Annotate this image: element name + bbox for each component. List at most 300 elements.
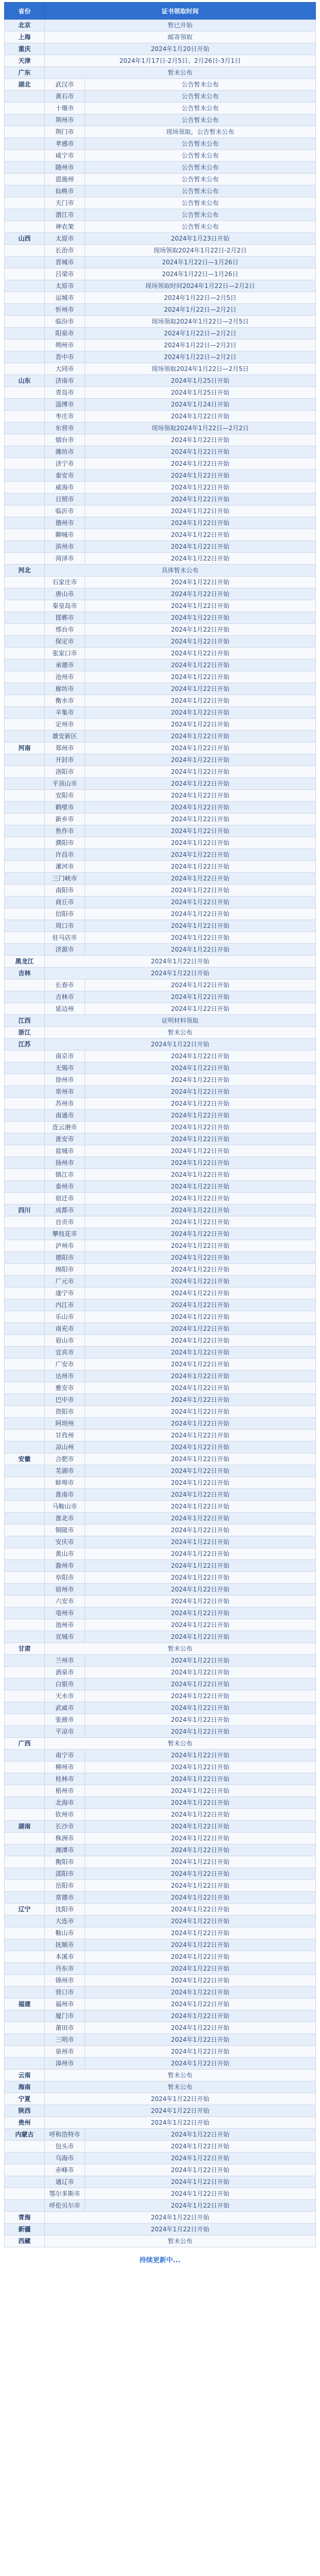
notice-cell: 2024年1月22日开始 bbox=[85, 1418, 316, 1430]
city-cell: 濮阳市 bbox=[45, 837, 85, 849]
city-cell: 长治市 bbox=[45, 245, 85, 257]
table-row bbox=[5, 1939, 316, 1951]
table-row bbox=[5, 790, 316, 802]
province-cell bbox=[5, 197, 45, 209]
province-cell bbox=[5, 363, 45, 375]
notice-cell: 2024年1月22日开始 bbox=[85, 1785, 316, 1797]
notice-cell: 2024年1月22日开始 bbox=[85, 1062, 316, 1074]
city-cell: 烟台市 bbox=[45, 434, 85, 446]
table-row bbox=[5, 565, 316, 577]
province-cell bbox=[5, 351, 45, 363]
city-cell: 六安市 bbox=[45, 1596, 85, 1607]
city-cell: 唐山市 bbox=[45, 588, 85, 600]
table-row bbox=[5, 1133, 316, 1145]
province-cell bbox=[5, 1916, 45, 1927]
notice-cell: 2024年1月22日开始 bbox=[85, 719, 316, 731]
province-cell bbox=[5, 719, 45, 731]
notice-cell: 2024年1月22日开始 bbox=[85, 612, 316, 624]
city-cell: 宿迁市 bbox=[45, 1193, 85, 1205]
city-cell: 济南市 bbox=[45, 375, 85, 387]
notice-cell: 2024年1月22日开始 bbox=[85, 1442, 316, 1453]
table-row bbox=[5, 1892, 316, 1904]
province-cell bbox=[5, 1133, 45, 1145]
province-cell bbox=[5, 174, 45, 185]
table-row bbox=[5, 411, 316, 422]
notice-cell: 2024年1月22日开始 bbox=[85, 624, 316, 636]
province-cell bbox=[5, 849, 45, 861]
city-cell: 黄石市 bbox=[45, 91, 85, 103]
table-row bbox=[5, 363, 316, 375]
province-cell: 江苏 bbox=[5, 1039, 45, 1050]
notice-cell: 2024年1月22日开始 bbox=[85, 1205, 316, 1216]
table-row bbox=[5, 659, 316, 671]
province-cell bbox=[5, 1050, 45, 1062]
province-cell bbox=[5, 1856, 45, 1868]
province-cell bbox=[5, 1418, 45, 1430]
table-row bbox=[5, 55, 316, 67]
city-cell: 荆门市 bbox=[45, 126, 85, 138]
province-cell bbox=[5, 1098, 45, 1110]
province-cell bbox=[5, 1951, 45, 1963]
city-cell: 雄安新区 bbox=[45, 731, 85, 742]
notice-cell: 公告暂未公布 bbox=[85, 174, 316, 185]
notice-cell: 2024年1月22日开始 bbox=[85, 873, 316, 885]
table-row bbox=[5, 529, 316, 541]
province-cell: 河北 bbox=[5, 565, 45, 577]
city-cell: 仙桃市 bbox=[45, 185, 85, 197]
province-cell bbox=[5, 1655, 45, 1667]
notice-cell: 2024年1月22日开始 bbox=[85, 1655, 316, 1667]
notice-cell: 2024年1月22日开始 bbox=[85, 1264, 316, 1276]
province-cell bbox=[5, 2046, 45, 2058]
province-cell bbox=[5, 2200, 45, 2212]
province-cell bbox=[5, 1844, 45, 1856]
province-cell bbox=[5, 1335, 45, 1347]
table-row bbox=[5, 968, 316, 979]
province-cell bbox=[5, 553, 45, 565]
notice-cell: 2024年1月22日开始 bbox=[85, 707, 316, 719]
notice-cell: 2024年1月22日开始 bbox=[85, 1193, 316, 1205]
province-cell bbox=[5, 908, 45, 920]
notice-cell: 公告暂未公布 bbox=[85, 114, 316, 126]
city-cell: 天门市 bbox=[45, 197, 85, 209]
table-row bbox=[5, 2176, 316, 2188]
table-row bbox=[5, 1951, 316, 1963]
city-cell: 徐州市 bbox=[45, 1074, 85, 1086]
province-cell bbox=[5, 1406, 45, 1418]
province-cell bbox=[5, 1726, 45, 1738]
province-cell bbox=[5, 1679, 45, 1690]
notice-header: 证书领取时间 bbox=[45, 3, 316, 20]
table-row bbox=[5, 1880, 316, 1892]
notice-cell: 2024年1月22日开始 bbox=[85, 1572, 316, 1584]
table-row bbox=[5, 2093, 316, 2105]
footer-text: 持续更新中... bbox=[139, 2257, 181, 2264]
city-cell: 滨州市 bbox=[45, 541, 85, 553]
table-row bbox=[5, 1027, 316, 1039]
notice-cell: 2024年1月22日开始 bbox=[85, 1157, 316, 1169]
city-cell: 潍坊市 bbox=[45, 446, 85, 458]
notice-cell: 2024年1月22日开始 bbox=[85, 1690, 316, 1702]
table-row bbox=[5, 731, 316, 742]
city-cell: 晋城市 bbox=[45, 257, 85, 268]
notice-cell: 证明材料领取 bbox=[45, 1015, 316, 1027]
notice-cell: 2024年1月22日开始 bbox=[45, 968, 316, 979]
notice-cell: 2024年1月22日开始 bbox=[85, 1335, 316, 1347]
province-cell bbox=[5, 600, 45, 612]
city-cell: 漯河市 bbox=[45, 861, 85, 873]
notice-cell: 2024年1月22日开始 bbox=[85, 470, 316, 482]
city-cell: 池州市 bbox=[45, 1619, 85, 1631]
notice-cell: 2024年1月22日开始 bbox=[85, 1998, 316, 2010]
city-cell: 临汾市 bbox=[45, 316, 85, 328]
table-row bbox=[5, 1216, 316, 1228]
province-cell bbox=[5, 991, 45, 1003]
notice-cell: 2024年1月22日开始 bbox=[85, 1133, 316, 1145]
city-cell: 苏州市 bbox=[45, 1098, 85, 1110]
table-row bbox=[5, 351, 316, 363]
province-cell: 黑龙江 bbox=[5, 956, 45, 968]
province-cell bbox=[5, 659, 45, 671]
notice-cell: 2024年1月22日开始 bbox=[85, 1596, 316, 1607]
notice-cell: 2024年1月20日开始 bbox=[45, 43, 316, 55]
notice-cell: 2024年1月22日开始 bbox=[45, 2105, 316, 2117]
notice-cell: 2024年1月22日开始 bbox=[85, 802, 316, 814]
province-cell bbox=[5, 1465, 45, 1477]
notice-cell: 暂已开始 bbox=[45, 20, 316, 31]
province-cell bbox=[5, 482, 45, 494]
table-row bbox=[5, 1785, 316, 1797]
table-row bbox=[5, 162, 316, 174]
city-cell: 许昌市 bbox=[45, 849, 85, 861]
province-cell bbox=[5, 304, 45, 316]
city-cell: 安庆市 bbox=[45, 1536, 85, 1548]
city-cell: 随州市 bbox=[45, 162, 85, 174]
table-row bbox=[5, 43, 316, 55]
province-cell bbox=[5, 1074, 45, 1086]
city-cell: 兰州市 bbox=[45, 1655, 85, 1667]
table-row bbox=[5, 1264, 316, 1276]
table-row bbox=[5, 103, 316, 114]
city-cell: 邢台市 bbox=[45, 624, 85, 636]
notice-cell: 2024年1月22日—2月2日 bbox=[85, 340, 316, 351]
city-cell: 沧州市 bbox=[45, 671, 85, 683]
table-row bbox=[5, 920, 316, 932]
city-cell: 凉山州 bbox=[45, 1442, 85, 1453]
notice-cell: 2024年1月22日开始 bbox=[85, 659, 316, 671]
notice-cell: 暂未公布 bbox=[45, 2235, 316, 2247]
table-row bbox=[5, 1773, 316, 1785]
notice-cell: 2024年1月22日—2月5日 bbox=[85, 292, 316, 304]
table-row bbox=[5, 1015, 316, 1027]
table-row bbox=[5, 885, 316, 896]
table-row bbox=[5, 2117, 316, 2129]
table-row bbox=[5, 1560, 316, 1572]
notice-cell: 2024年1月22日开始 bbox=[85, 2010, 316, 2022]
city-cell: 内江市 bbox=[45, 1299, 85, 1311]
notice-cell: 2024年1月22日开始 bbox=[45, 2093, 316, 2105]
table-row bbox=[5, 1418, 316, 1430]
notice-cell: 2024年1月22日开始 bbox=[85, 1098, 316, 1110]
table-row bbox=[5, 695, 316, 707]
table-row bbox=[5, 2235, 316, 2247]
province-cell bbox=[5, 1287, 45, 1299]
table-row bbox=[5, 2141, 316, 2153]
table-row bbox=[5, 268, 316, 280]
city-cell: 成都市 bbox=[45, 1205, 85, 1216]
city-cell: 承德市 bbox=[45, 659, 85, 671]
province-cell bbox=[5, 636, 45, 648]
table-row bbox=[5, 114, 316, 126]
province-cell bbox=[5, 2164, 45, 2176]
notice-cell: 2024年1月22日开始 bbox=[85, 1607, 316, 1619]
table-row bbox=[5, 1370, 316, 1382]
province-cell: 四川 bbox=[5, 1205, 45, 1216]
province-cell bbox=[5, 387, 45, 399]
province-cell bbox=[5, 1761, 45, 1773]
province-cell bbox=[5, 1430, 45, 1442]
city-cell: 鄂尔多斯市 bbox=[45, 2188, 85, 2200]
province-cell bbox=[5, 126, 45, 138]
table-row bbox=[5, 138, 316, 150]
notice-cell: 公告暂未公布 bbox=[85, 185, 316, 197]
notice-cell: 2024年1月22日开始 bbox=[85, 1430, 316, 1442]
city-cell: 吉林市 bbox=[45, 991, 85, 1003]
table-row bbox=[5, 31, 316, 43]
table-row bbox=[5, 1844, 316, 1856]
city-cell: 眉山市 bbox=[45, 1335, 85, 1347]
province-cell: 青海 bbox=[5, 2212, 45, 2224]
notice-cell: 公告暂未公布 bbox=[85, 79, 316, 91]
province-cell bbox=[5, 766, 45, 778]
city-cell: 晋中市 bbox=[45, 351, 85, 363]
city-cell: 桂林市 bbox=[45, 1773, 85, 1785]
notice-cell: 2024年1月22日开始 bbox=[85, 742, 316, 754]
notice-cell: 2024年1月25日开始 bbox=[85, 387, 316, 399]
province-cell: 浙江 bbox=[5, 1027, 45, 1039]
notice-cell: 2024年1月22日开始 bbox=[85, 1252, 316, 1264]
notice-cell: 2024年1月22日开始 bbox=[85, 1074, 316, 1086]
table-row bbox=[5, 2081, 316, 2093]
city-cell: 阿坝州 bbox=[45, 1418, 85, 1430]
province-cell bbox=[5, 873, 45, 885]
table-row bbox=[5, 1987, 316, 1998]
notice-cell: 2024年1月22日开始 bbox=[85, 1714, 316, 1726]
table-row bbox=[5, 1513, 316, 1524]
province-cell bbox=[5, 2058, 45, 2070]
table-row bbox=[5, 1702, 316, 1714]
notice-cell: 2024年1月22日开始 bbox=[85, 1299, 316, 1311]
city-cell: 大连市 bbox=[45, 1916, 85, 1927]
table-row bbox=[5, 825, 316, 837]
table-row bbox=[5, 126, 316, 138]
table-row bbox=[5, 1927, 316, 1939]
table-row bbox=[5, 612, 316, 624]
table-row bbox=[5, 1963, 316, 1975]
table-row bbox=[5, 1714, 316, 1726]
province-cell bbox=[5, 340, 45, 351]
province-cell bbox=[5, 1086, 45, 1098]
province-cell bbox=[5, 280, 45, 292]
province-cell bbox=[5, 221, 45, 233]
table-row bbox=[5, 482, 316, 494]
notice-cell: 2024年1月22日开始 bbox=[85, 1465, 316, 1477]
notice-cell: 2024年1月22日开始 bbox=[85, 1809, 316, 1821]
notice-cell: 现场领取时间2024年1月22日—2月2日 bbox=[85, 280, 316, 292]
table-header-row bbox=[5, 3, 316, 20]
province-cell: 山西 bbox=[5, 233, 45, 245]
table-row bbox=[5, 1809, 316, 1821]
province-cell bbox=[5, 114, 45, 126]
city-cell: 鹤壁市 bbox=[45, 802, 85, 814]
table-row bbox=[5, 588, 316, 600]
city-cell: 酒泉市 bbox=[45, 1667, 85, 1679]
city-cell: 连云港市 bbox=[45, 1122, 85, 1133]
province-cell bbox=[5, 470, 45, 482]
city-cell: 长春市 bbox=[45, 979, 85, 991]
province-cell bbox=[5, 1193, 45, 1205]
province-cell bbox=[5, 434, 45, 446]
notice-cell: 2024年1月22日开始 bbox=[85, 1228, 316, 1240]
notice-cell: 2024年1月22日开始 bbox=[85, 896, 316, 908]
table-row bbox=[5, 648, 316, 659]
table-row bbox=[5, 2188, 316, 2200]
province-cell bbox=[5, 1228, 45, 1240]
notice-cell: 公告暂未公布 bbox=[85, 103, 316, 114]
table-row bbox=[5, 624, 316, 636]
table-row bbox=[5, 1252, 316, 1264]
province-cell bbox=[5, 2034, 45, 2046]
province-cell bbox=[5, 648, 45, 659]
table-row bbox=[5, 636, 316, 648]
province-cell bbox=[5, 1975, 45, 1987]
table-row bbox=[5, 1062, 316, 1074]
notice-cell: 2024年1月22日开始 bbox=[85, 1951, 316, 1963]
province-cell bbox=[5, 814, 45, 825]
notice-cell: 2024年1月22日开始 bbox=[85, 1169, 316, 1181]
notice-cell: 2024年1月22日开始 bbox=[85, 695, 316, 707]
table-row bbox=[5, 742, 316, 754]
table-row bbox=[5, 1750, 316, 1761]
city-cell: 太原市 bbox=[45, 280, 85, 292]
province-cell bbox=[5, 150, 45, 162]
city-cell: 亳州市 bbox=[45, 1607, 85, 1619]
notice-cell: 2024年1月22日开始 bbox=[85, 2164, 316, 2176]
province-cell: 辽宁 bbox=[5, 1904, 45, 1916]
province-cell bbox=[5, 1702, 45, 1714]
table-row bbox=[5, 1157, 316, 1169]
province-cell bbox=[5, 446, 45, 458]
province-cell bbox=[5, 1264, 45, 1276]
notice-cell: 2024年1月22日开始 bbox=[85, 2188, 316, 2200]
city-cell: 滁州市 bbox=[45, 1560, 85, 1572]
province-cell bbox=[5, 1276, 45, 1287]
table-row bbox=[5, 1465, 316, 1477]
province-cell bbox=[5, 91, 45, 103]
city-cell: 资阳市 bbox=[45, 1406, 85, 1418]
city-cell: 荆州市 bbox=[45, 114, 85, 126]
notice-cell: 公告暂未公布 bbox=[85, 162, 316, 174]
city-cell: 常州市 bbox=[45, 1086, 85, 1098]
notice-cell: 公告暂未公布 bbox=[85, 138, 316, 150]
table-row bbox=[5, 1287, 316, 1299]
province-cell bbox=[5, 103, 45, 114]
notice-cell: 2024年1月22日—2月2日 bbox=[85, 304, 316, 316]
table-row bbox=[5, 1596, 316, 1607]
table-row bbox=[5, 1347, 316, 1359]
table-row bbox=[5, 1228, 316, 1240]
city-cell: 洛阳市 bbox=[45, 766, 85, 778]
province-cell bbox=[5, 979, 45, 991]
table-row bbox=[5, 292, 316, 304]
notice-cell: 2024年1月22日开始 bbox=[85, 1347, 316, 1359]
notice-cell: 2024年1月22日开始 bbox=[85, 1679, 316, 1690]
province-cell: 吉林 bbox=[5, 968, 45, 979]
province-cell bbox=[5, 2153, 45, 2164]
table-row bbox=[5, 517, 316, 529]
notice-cell: 暂未公布 bbox=[45, 1027, 316, 1039]
city-cell: 忻州市 bbox=[45, 304, 85, 316]
notice-cell: 2024年1月22日开始 bbox=[85, 2058, 316, 2070]
city-cell: 南京市 bbox=[45, 1050, 85, 1062]
table-row bbox=[5, 1489, 316, 1501]
city-cell: 遂宁市 bbox=[45, 1287, 85, 1299]
province-cell bbox=[5, 1584, 45, 1596]
notice-cell: 2024年1月22日开始 bbox=[45, 1039, 316, 1050]
table-row bbox=[5, 1631, 316, 1643]
city-cell: 南宁市 bbox=[45, 1750, 85, 1761]
province-cell: 天津 bbox=[5, 55, 45, 67]
notice-cell: 2024年1月22日开始 bbox=[85, 553, 316, 565]
table-row bbox=[5, 1584, 316, 1596]
table-row bbox=[5, 1761, 316, 1773]
province-cell: 内蒙古 bbox=[5, 2129, 45, 2141]
notice-cell: 2024年1月22日开始 bbox=[85, 1797, 316, 1809]
table-row bbox=[5, 458, 316, 470]
city-cell: 长沙市 bbox=[45, 1821, 85, 1833]
table-row bbox=[5, 1477, 316, 1489]
table-row bbox=[5, 494, 316, 505]
notice-cell: 2024年1月22日开始 bbox=[85, 1963, 316, 1975]
table-row bbox=[5, 719, 316, 731]
city-cell: 廊坊市 bbox=[45, 683, 85, 695]
table-row bbox=[5, 2010, 316, 2022]
notice-cell: 公告暂未公布 bbox=[85, 221, 316, 233]
table-row bbox=[5, 209, 316, 221]
province-cell: 福建 bbox=[5, 1998, 45, 2010]
notice-cell: 2024年1月22日—1月26日 bbox=[85, 257, 316, 268]
certificate-table-page bbox=[4, 0, 316, 2273]
province-cell: 河南 bbox=[5, 742, 45, 754]
city-cell: 铜陵市 bbox=[45, 1524, 85, 1536]
notice-cell: 2024年1月22日开始 bbox=[85, 1359, 316, 1370]
notice-cell: 2024年1月22日开始 bbox=[85, 1761, 316, 1773]
province-cell: 贵州 bbox=[5, 2117, 45, 2129]
notice-cell: 2024年1月22日开始 bbox=[85, 790, 316, 802]
province-cell: 江西 bbox=[5, 1015, 45, 1027]
notice-cell: 2024年1月22日开始 bbox=[85, 2200, 316, 2212]
province-cell bbox=[5, 1536, 45, 1548]
notice-cell: 2024年1月22日开始 bbox=[85, 517, 316, 529]
city-cell: 锦州市 bbox=[45, 1975, 85, 1987]
table-row bbox=[5, 340, 316, 351]
province-cell bbox=[5, 541, 45, 553]
notice-cell: 2024年1月24日开始 bbox=[85, 399, 316, 411]
notice-cell: 2024年1月22日开始 bbox=[85, 1844, 316, 1856]
city-cell: 济宁市 bbox=[45, 458, 85, 470]
table-row bbox=[5, 434, 316, 446]
city-cell: 镇江市 bbox=[45, 1169, 85, 1181]
